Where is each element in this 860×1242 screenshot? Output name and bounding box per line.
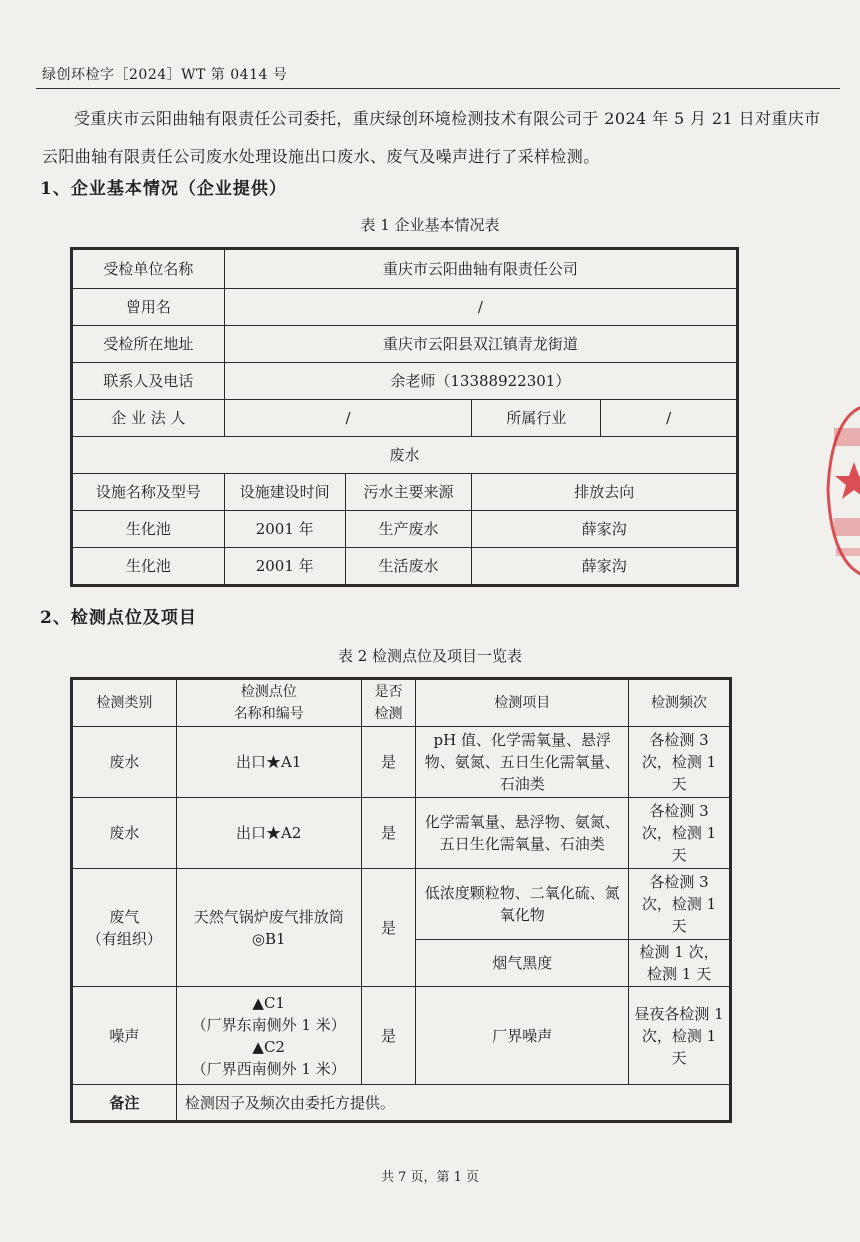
table-cell: 生化池 <box>73 548 225 585</box>
table-cell: 废水 <box>73 727 177 798</box>
former-name-label: 曾用名 <box>73 289 225 326</box>
table-cell: 废水 <box>73 798 177 869</box>
column-header: 检测类别 <box>73 680 177 727</box>
table-row <box>73 363 737 400</box>
table-cell: 厂界噪声 <box>416 987 629 1085</box>
intro-paragraph: 受重庆市云阳曲轴有限责任公司委托，重庆绿创环境检测技术有限公司于 2024 年 5 月 21 日对重庆市云阳曲轴有限责任公司废水处理设施出口废水、废气及噪声进行了采样检测。 <box>42 109 821 166</box>
table-row <box>73 289 737 326</box>
table-cell: 烟气黑度 <box>416 940 629 987</box>
unit-name-value: 重庆市云阳曲轴有限责任公司 <box>224 250 736 289</box>
contact-value: 余老师（13388922301） <box>224 363 736 400</box>
column-header: 检测频次 <box>629 680 730 727</box>
column-header: 检测项目 <box>416 680 629 727</box>
table-header-row <box>73 680 730 727</box>
enterprise-info-table <box>72 249 737 585</box>
industry-label: 所属行业 <box>472 400 601 437</box>
column-header: 污水主要来源 <box>345 474 472 511</box>
header-divider <box>36 88 840 89</box>
table-cell: pH 值、化学需氧量、悬浮物、氨氮、五日生化需氧量、石油类 <box>416 727 629 798</box>
table-cell: 出口★A1 <box>176 727 361 798</box>
table-cell: 各检测 3 次，检测 1 天 <box>629 869 730 940</box>
address-value: 重庆市云阳县双江镇青龙街道 <box>224 326 736 363</box>
table-cell: 检测 1 次，检测 1 天 <box>629 940 730 987</box>
table-cell: 薛家沟 <box>472 511 737 548</box>
industry-value: / <box>601 400 737 437</box>
column-header: 设施建设时间 <box>224 474 345 511</box>
unit-name-label: 受检单位名称 <box>73 250 225 289</box>
star-icon <box>835 462 860 499</box>
table-row <box>73 869 730 940</box>
table-row <box>73 400 737 437</box>
table-1-caption: 表 1 企业基本情况表 <box>360 216 500 234</box>
contact-label: 联系人及电话 <box>73 363 225 400</box>
table-cell: 是 <box>361 869 416 987</box>
page-footer: 共 7 页，第 1 页 <box>380 1170 480 1185</box>
table-cell: 昼夜各检测 1 次，检测 1 天 <box>629 987 730 1085</box>
table-cell: 是 <box>361 987 416 1085</box>
section-2-title: 2、检测点位及项目 <box>40 608 197 628</box>
legal-person-value: / <box>224 400 472 437</box>
table-header-row <box>73 474 737 511</box>
table-cell: 废气 （有组织） <box>73 869 177 987</box>
former-name-value: / <box>224 289 736 326</box>
official-seal-stamp <box>824 400 860 580</box>
table-2-caption: 表 2 检测点位及项目一览表 <box>337 647 523 665</box>
table-row <box>73 548 737 585</box>
table-cell: 低浓度颗粒物、二氧化硫、氮氧化物 <box>416 869 629 940</box>
table-row <box>73 437 737 474</box>
monitoring-points-table <box>72 679 730 1121</box>
table-cell: ▲C1 （厂界东南侧外 1 米） ▲C2 （厂界西南侧外 1 米） <box>176 987 361 1085</box>
table-cell: 生产废水 <box>345 511 472 548</box>
table-cell: 薛家沟 <box>472 548 737 585</box>
table-cell: 天然气锅炉废气排放筒◎B1 <box>176 869 361 987</box>
table-row <box>73 798 730 869</box>
table-row <box>73 326 737 363</box>
table-cell: 噪声 <box>73 987 177 1085</box>
table-cell: 生化池 <box>73 511 225 548</box>
address-label: 受检所在地址 <box>73 326 225 363</box>
document-number: 绿创环检字［2024］WT 第 0414 号 <box>42 67 288 83</box>
section-1-title: 1、企业基本情况（企业提供） <box>40 179 287 199</box>
column-header: 是否 检测 <box>361 680 416 727</box>
table-row <box>73 987 730 1085</box>
table-cell: 各检测 3 次，检测 1 天 <box>629 727 730 798</box>
table-row <box>73 511 737 548</box>
wastewater-section-header: 废水 <box>73 437 737 474</box>
column-header: 检测点位 名称和编号 <box>176 680 361 727</box>
table-row <box>73 250 737 289</box>
table-cell: 出口★A2 <box>176 798 361 869</box>
table-cell: 2001 年 <box>224 511 345 548</box>
column-header: 排放去向 <box>472 474 737 511</box>
table-cell: 各检测 3 次，检测 1 天 <box>629 798 730 869</box>
legal-person-label: 企 业 法 人 <box>73 400 225 437</box>
table-cell: 是 <box>361 798 416 869</box>
column-header: 设施名称及型号 <box>73 474 225 511</box>
table-cell: 化学需氧量、悬浮物、氨氮、五日生化需氧量、石油类 <box>416 798 629 869</box>
table-row <box>73 1085 730 1121</box>
table-cell: 生活废水 <box>345 548 472 585</box>
remark-value: 检测因子及频次由委托方提供。 <box>176 1085 729 1121</box>
table-row <box>73 727 730 798</box>
remark-label: 备注 <box>73 1085 177 1121</box>
table-cell: 2001 年 <box>224 548 345 585</box>
table-cell: 是 <box>361 727 416 798</box>
